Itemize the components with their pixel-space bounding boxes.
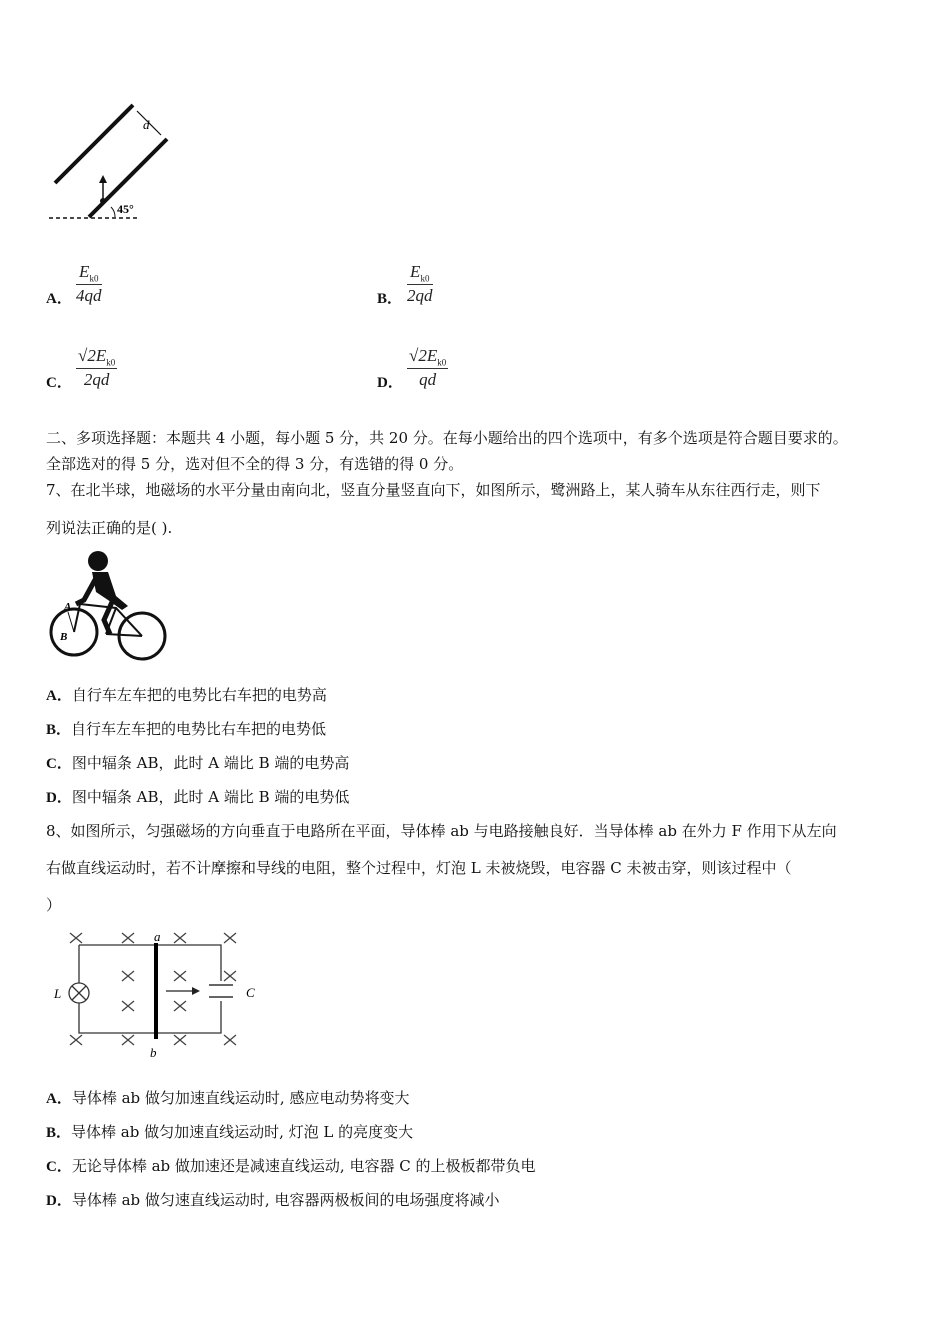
- angle-arc: [111, 207, 115, 217]
- section-heading: 二、多项选择题：本题共 4 小题，每小题 5 分，共 20 分。在每小题给出的四个选项中，有多个选项是符合题目要求的。: [46, 429, 848, 447]
- option-row[interactable]: D．导体棒 ab 做匀速直线运动时, 电容器两极板间的电场强度将减小: [46, 1191, 500, 1209]
- rider-head: [88, 551, 108, 571]
- option-letter[interactable]: B．: [377, 291, 403, 307]
- question-7-stem: 7、在北半球，地磁场的水平分量由南向北，竖直分量竖直向下，如图所示，鹭洲路上，某人骑车从东往西行走，则下: [46, 481, 821, 499]
- label-A: A: [64, 601, 72, 613]
- rider-arm: [76, 578, 96, 604]
- option-letter[interactable]: D．: [377, 375, 403, 391]
- question-8-stem: 8、如图所示，匀强磁场的方向垂直于电路所在平面，导体棒 ab 与电路接触良好．当导体棒 ab 在外力 F 作用下从左向: [46, 822, 837, 840]
- option-row[interactable]: B．导体棒 ab 做匀加速直线运动时, 灯泡 L 的亮度变大: [46, 1123, 414, 1141]
- option-row[interactable]: B．自行车左车把的电势比右车把的电势低: [46, 720, 327, 738]
- question-7-stem-cont: 列说法正确的是( ).: [46, 519, 173, 537]
- angle-label: 45°: [117, 202, 134, 216]
- arrow-head-icon: [99, 175, 107, 183]
- option-letter[interactable]: A．: [46, 291, 72, 307]
- parallel-plates-figure: [45, 95, 185, 225]
- option-formula: $E_{k0}$ 2qd: [407, 262, 433, 306]
- label-L: L: [54, 986, 62, 1001]
- option-row[interactable]: C．无论导体棒 ab 做加速还是减速直线运动, 电容器 C 的上极板都带负电: [46, 1157, 536, 1175]
- arrow-right-icon: [192, 987, 200, 995]
- question-8-stem-end: ）: [46, 896, 62, 914]
- circuit-wire: [79, 945, 221, 1033]
- magnetic-field-crosses: [70, 933, 236, 1045]
- option-row[interactable]: A．导体棒 ab 做匀加速直线运动时, 感应电动势将变大: [46, 1089, 410, 1107]
- option-row[interactable]: D．图中辐条 AB，此时 A 端比 B 端的电势低: [46, 788, 350, 806]
- circuit-figure: [46, 925, 276, 1065]
- spoke-AB: [68, 612, 74, 632]
- option-formula: $√2E_{k0}$ qd: [409, 346, 447, 390]
- option-formula: $E_{k0}$ 4qd: [76, 262, 102, 306]
- label-b: b: [150, 1045, 157, 1060]
- option-row[interactable]: C．图中辐条 AB，此时 A 端比 B 端的电势高: [46, 754, 350, 772]
- plate-upper: [55, 105, 133, 183]
- option-letter[interactable]: C．: [46, 375, 72, 391]
- label-B: B: [60, 631, 68, 643]
- d-label: d: [143, 117, 150, 132]
- question-8-stem-cont: 右做直线运动时，若不计摩擦和导线的电阻，整个过程中，灯泡 L 未被烧毁，电容器 C 未被击穿，则该过程中（: [46, 859, 792, 877]
- label-a: a: [154, 929, 161, 944]
- option-formula: $√2E_{k0}$ 2qd: [78, 346, 116, 390]
- cyclist-figure: [46, 548, 176, 666]
- section-heading-cont: 全部选对的得 5 分，选对但不全的得 3 分，有选错的得 0 分。: [46, 455, 464, 473]
- label-C: C: [246, 985, 255, 1000]
- option-row[interactable]: A．自行车左车把的电势比右车把的电势高: [46, 686, 327, 704]
- particle: [100, 198, 106, 204]
